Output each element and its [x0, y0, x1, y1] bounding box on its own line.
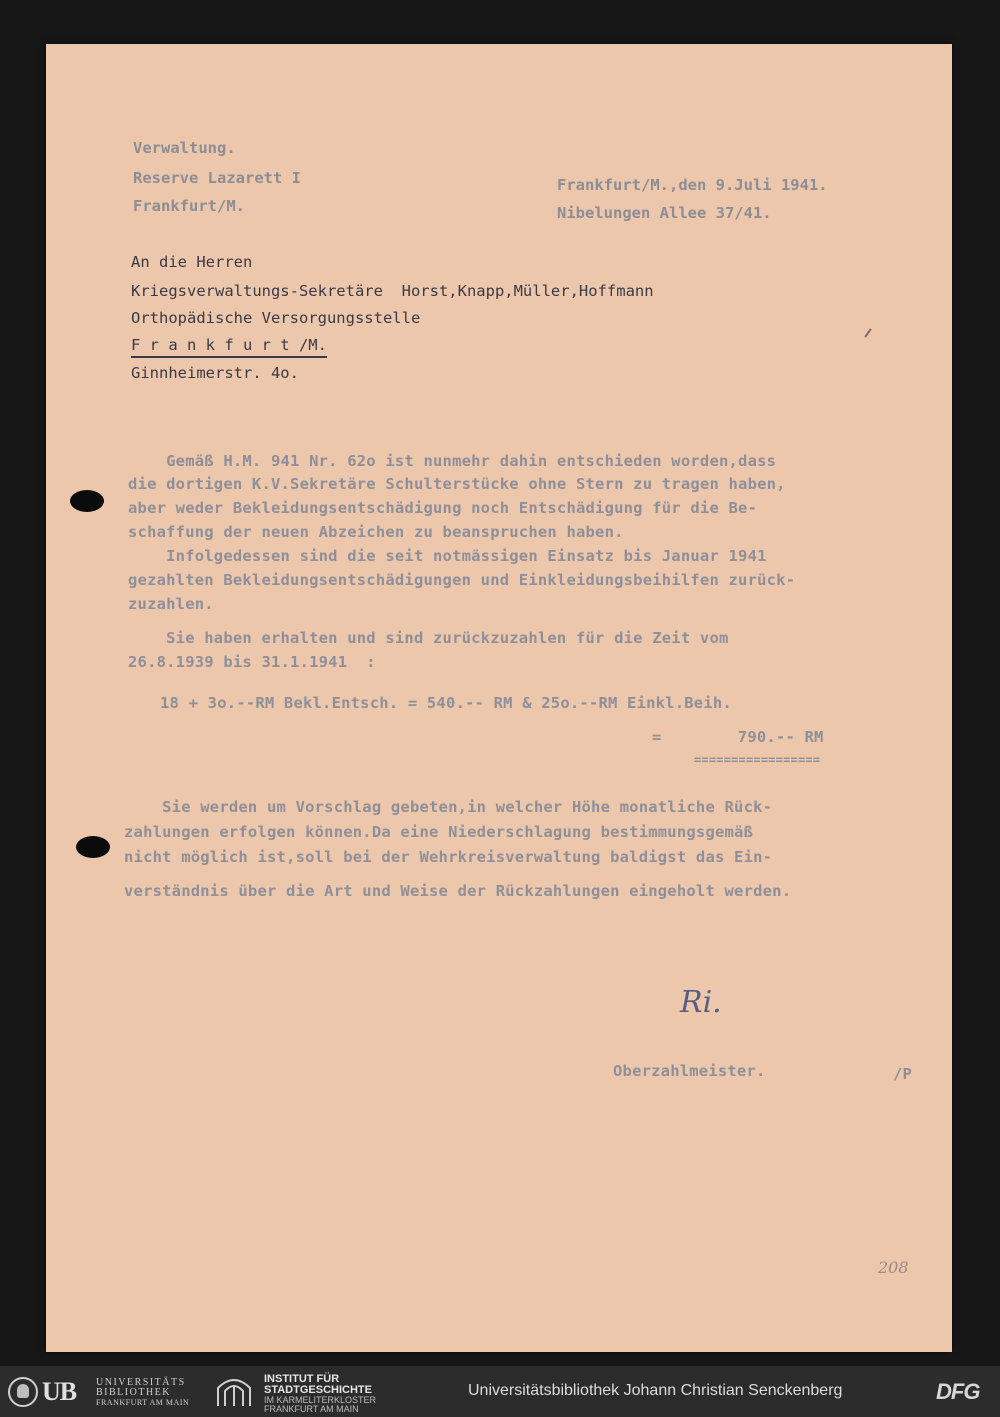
place-date-line-2: Nibelungen Allee 37/41.	[557, 204, 772, 222]
dfg-logo[interactable]: DFG	[936, 1379, 980, 1404]
inst-line-4: FRANKFURT AM MAIN	[264, 1404, 359, 1414]
place-date-line-1: Frankfurt/M.,den 9.Juli 1941.	[557, 176, 828, 194]
library-title[interactable]: Universitätsbibliothek Johann Christian Senckenberg	[468, 1382, 843, 1399]
sender-line-2: Reserve Lazarett I	[133, 169, 301, 187]
paragraph1-line-5: Infolgedessen sind die seit notmässigen Einsatz bis Januar 1941	[128, 547, 767, 565]
paragraph2-line-4: verständnis über die Art und Weise der Rückzahlungen eingeholt werden.	[124, 882, 792, 900]
signature-title: Oberzahlmeister.	[613, 1062, 766, 1080]
typist-mark: /P	[893, 1065, 913, 1083]
sender-line-1: Verwaltung.	[133, 139, 236, 157]
paragraph1-line-4: schaffung der neuen Abzeichen zu beanspruchen haben.	[128, 523, 624, 541]
punch-hole-bottom	[76, 836, 110, 858]
ub-seal-icon	[8, 1377, 38, 1407]
inst-line-3: IM KARMELITERKLOSTER	[264, 1395, 377, 1405]
recipient-city: F r a n k f u r t /M.	[131, 335, 327, 358]
recipient-names: Kriegsverwaltungs-Sekretäre Horst,Knapp,Müller,Hoffmann	[131, 282, 654, 300]
paragraph1-line-2: die dortigen K.V.Sekretäre Schulterstücke ohne Stern zu tragen haben,	[128, 475, 786, 493]
ub-name	[96, 1378, 189, 1408]
paragraph1-line-6: gezahlten Bekleidungsentschädigungen und Einkleidungsbeihilfen zurück-	[128, 571, 796, 589]
institute-name	[264, 1374, 376, 1414]
ub-logo[interactable]	[8, 1376, 76, 1408]
inst-line-2: STADTGESCHICHTE	[264, 1384, 372, 1396]
ub-line-3: FRANKFURT AM MAIN	[96, 1398, 190, 1407]
footer-bar	[0, 1366, 1000, 1417]
paragraph2-line-1: Sie werden um Vorschlag gebeten,in welcher Höhe monatliche Rück-	[124, 798, 773, 816]
ub-letters: UB	[42, 1377, 77, 1406]
paragraph1-line-1: Gemäß H.M. 941 Nr. 62o ist nunmehr dahin entschieden worden,dass	[128, 452, 777, 470]
signature-initials: Ri.	[680, 985, 722, 1020]
archive-number: 208	[878, 1258, 909, 1277]
paragraph1-line-8: Sie haben erhalten und sind zurückzuzahlen für die Zeit vom	[128, 629, 729, 647]
sender-line-3: Frankfurt/M.	[133, 197, 245, 215]
paragraph2-line-2: zahlungen erfolgen können.Da eine Niederschlagung bestimmungsgemäß	[124, 823, 754, 841]
ub-line-2: BIBLIOTHEK	[96, 1387, 171, 1398]
paragraph1-line-9: 26.8.1939 bis 31.1.1941 :	[128, 653, 376, 671]
calculation-total: = 790.-- RM	[652, 728, 824, 746]
paragraph1-line-3: aber weder Bekleidungsentschädigung noch Entschädigung für die Be-	[128, 499, 758, 517]
recipient-office: Orthopädische Versorgungsstelle	[131, 309, 421, 327]
recipient-salutation: An die Herren	[131, 253, 253, 271]
paragraph2-line-3: nicht möglich ist,soll bei der Wehrkreisverwaltung baldigst das Ein-	[124, 848, 773, 866]
institute-arch-icon[interactable]	[216, 1376, 252, 1408]
calculation-line-1: 18 + 3o.--RM Bekl.Entsch. = 540.-- RM & 25o.--RM Einkl.Beih.	[160, 694, 732, 712]
paragraph1-line-7: zuzahlen.	[128, 595, 214, 613]
calculation-rule: =================	[694, 753, 821, 767]
recipient-street: Ginnheimerstr. 4o.	[131, 364, 299, 382]
inst-line-1: INSTITUT FÜR	[264, 1373, 340, 1385]
ub-line-1: UNIVERSITÄTS	[96, 1377, 186, 1388]
punch-hole-top	[70, 490, 104, 512]
